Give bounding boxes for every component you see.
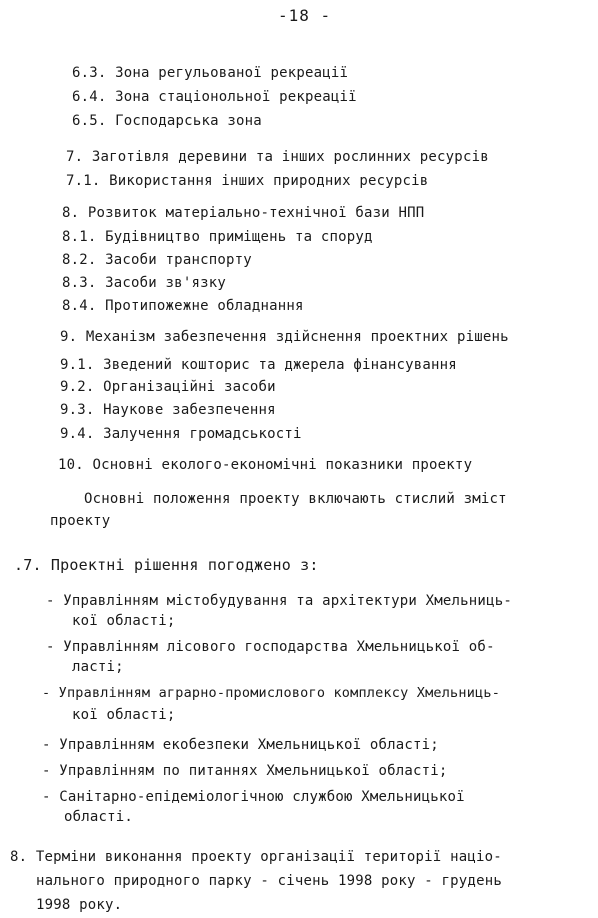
approval-2-line-1: - Управлінням лісового господарства Хмельницької об- [46,639,495,655]
section-8-line-3: 1998 року. [36,897,123,913]
toc-item-6-4 [72,88,357,106]
toc-item-text: Організаційні засоби [103,379,276,395]
toc-item-text: Засоби транспорту [105,252,252,268]
toc-item-number: 8.2. [62,252,97,268]
toc-item-text: Господарська зона [115,113,262,129]
toc-item-text: Залучення громадськості [103,426,302,442]
toc-item-8-2 [62,251,252,269]
toc-item-number: 9.2. [60,379,95,395]
toc-item-6-3 [72,64,348,82]
toc-item-number: 9.1. [60,357,95,373]
note-line-1: Основні положення проекту включають стислий зміст [84,491,507,507]
section-8-line-2: нального природного парку - січень 1998 року - грудень [36,873,502,889]
approval-2-line-2: ласті; [72,659,124,675]
approval-3-line-2: кої області; [72,707,176,723]
toc-item-number: 8. [62,205,80,221]
page-number: -18 - [278,6,332,25]
toc-item-9 [60,328,509,346]
approval-6-line-2: області. [64,809,134,825]
toc-item-8 [62,204,424,222]
section-7-heading: .7. Проектні рішення погоджено з: [14,556,319,574]
toc-item-number: 6.3. [72,65,107,81]
toc-item-text: Заготівля деревини та інших рослинних ресурсів [91,149,489,165]
toc-item-10 [58,456,472,474]
approval-5-line-1: - Управлінням по питаннях Хмельницької області; [42,763,448,779]
toc-item-8-1 [62,228,373,246]
toc-item-text: Основні еколого-економічні показники проекту [92,457,473,473]
toc-item-9-1 [60,356,457,374]
toc-item-7 [66,148,489,166]
toc-item-text: Зведений кошторис та джерела фінансування [103,357,457,373]
toc-item-text: Протипожежне обладнання [105,298,304,314]
toc-item-8-3 [62,274,226,292]
toc-item-text: Засоби зв'язку [105,275,226,291]
approval-6-line-1: - Санітарно-епідеміологічною службою Хмельницької [42,789,465,805]
toc-item-7-1 [66,172,428,190]
toc-item-9-4 [60,425,302,443]
toc-item-9-3 [60,401,276,419]
approval-3-line-1: - Управлінням аграрно-промислового комплексу Хмельниць- [42,685,501,701]
toc-item-number: 10. [58,457,84,473]
approval-4-line-1: - Управлінням екобезпеки Хмельницької області; [42,737,439,753]
toc-item-number: 6.5. [72,113,107,129]
toc-item-number: 7.1. [66,173,101,189]
toc-item-text: Будівництво приміщень та споруд [105,229,373,245]
toc-item-number: 7. [66,149,84,165]
toc-item-6-5 [72,112,262,130]
toc-item-text: Наукове забезпечення [103,402,276,418]
note-line-2: проекту [50,513,111,529]
toc-item-number: 9.3. [60,402,95,418]
approval-1-line-1: - Управлінням містобудування та архітектури Хмельниць- [46,593,512,609]
toc-item-number: 8.3. [62,275,97,291]
approval-1-line-2: кої області; [72,613,176,629]
toc-item-number: 8.1. [62,229,97,245]
toc-item-text: Використання інших природних ресурсів [109,173,429,189]
toc-item-text: Зона стаціонольної рекреації [115,89,357,105]
toc-item-8-4 [62,297,304,315]
toc-item-text: Розвиток матеріально-технічної бази НПП [87,205,425,221]
toc-item-number: 9. [60,329,78,345]
toc-item-number: 8.4. [62,298,97,314]
toc-item-number: 6.4. [72,89,107,105]
toc-item-9-2 [60,378,276,396]
toc-item-text: Зона регульованої рекреації [115,65,349,81]
toc-item-number: 9.4. [60,426,95,442]
section-8-line-1: 8. Терміни виконання проекту організації території націо- [10,849,502,865]
toc-item-text: Механізм забезпечення здійснення проектних рішень [85,329,509,345]
